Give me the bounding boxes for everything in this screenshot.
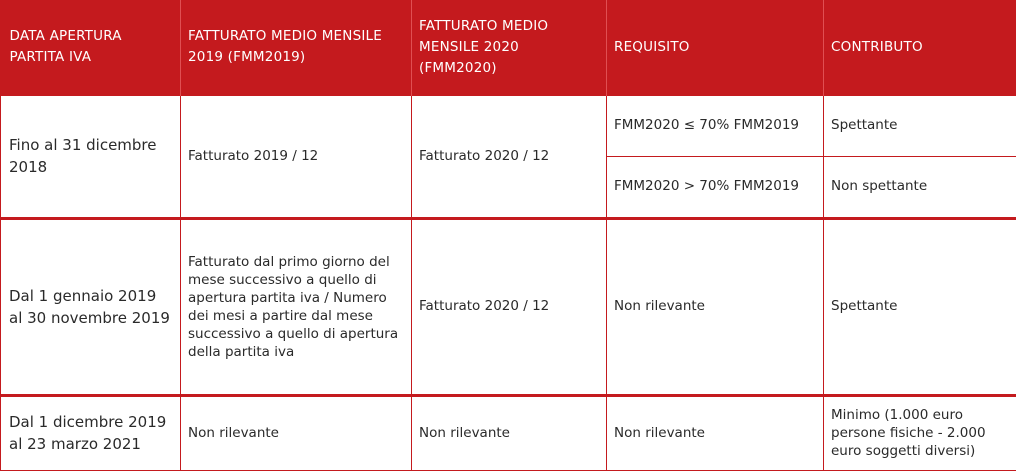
row3-requisito: Non rilevante — [607, 396, 824, 470]
row3-fmm2019: Non rilevante — [181, 396, 412, 470]
header-fmm2019: FATTURATO MEDIO MENSILE 2019 (FMM2019) — [181, 0, 412, 95]
row1a-contributo: Spettante — [824, 95, 1016, 156]
row2-requisito: Non rilevante — [607, 219, 824, 394]
header-fmm2020: FATTURATO MEDIO MENSILE 2020 (FMM2020) — [412, 0, 607, 95]
row1b-requisito: FMM2020 > 70% FMM2019 — [607, 156, 824, 217]
row1a-requisito: FMM2020 ≤ 70% FMM2019 — [607, 95, 824, 156]
row3-fmm2020: Non rilevante — [412, 396, 607, 470]
header-contributo: CONTRIBUTO — [824, 0, 1016, 95]
header-requisito: REQUISITO — [607, 0, 824, 95]
row1-fmm2020: Fatturato 2020 / 12 — [412, 95, 607, 217]
row2-fmm2019: Fatturato dal primo giorno del mese successivo a quello di apertura partita iva / Numero dei mesi a partire dal mese successivo a quello di apertura della partita iva — [181, 219, 412, 394]
row2-fmm2020: Fatturato 2020 / 12 — [412, 219, 607, 394]
table-row — [1, 95, 1016, 156]
table-header-row — [1, 0, 1016, 95]
row1b-contributo: Non spettante — [824, 156, 1016, 217]
table-row — [1, 219, 1016, 394]
row2-date: Dal 1 gennaio 2019 al 30 novembre 2019 — [1, 219, 181, 394]
row1-date: Fino al 31 dicembre 2018 — [1, 95, 181, 217]
row2-contributo: Spettante — [824, 219, 1016, 394]
table-row — [1, 396, 1016, 470]
row3-contributo: Minimo (1.000 euro persone fisiche - 2.000 euro soggetti diversi) — [824, 396, 1016, 470]
header-data-apertura: DATA APERTURA PARTITA IVA — [1, 0, 181, 95]
row3-date: Dal 1 dicembre 2019 al 23 marzo 2021 — [1, 396, 181, 470]
row1-fmm2019: Fatturato 2019 / 12 — [181, 95, 412, 217]
